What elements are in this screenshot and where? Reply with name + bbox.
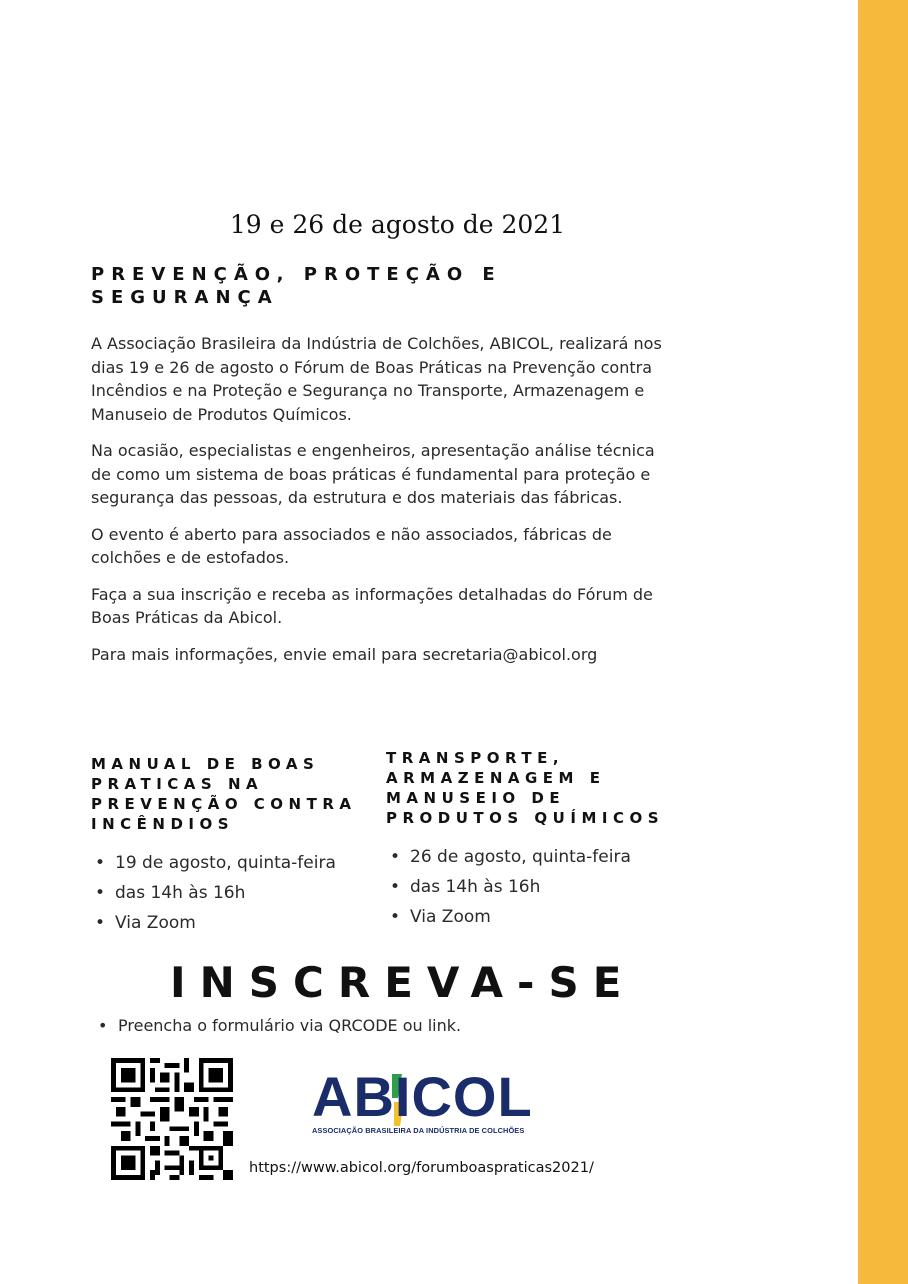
- side-accent-bar: [858, 0, 908, 1284]
- event-date: 19 e 26 de agosto de 2021: [229, 210, 566, 239]
- session-title: TRANSPORTE, ARMAZENAGEM E MANUSEIO DE PRODUTOS QUÍMICOS: [386, 749, 665, 827]
- description: [91, 332, 676, 679]
- session-date: • 26 de agosto, quinta-feira: [386, 846, 686, 868]
- logo-tagline: ASSOCIAÇÃO BRASILEIRA DA INDÚSTRIA DE COLCHÕES: [312, 1126, 525, 1135]
- signup-link[interactable]: https://www.abicol.org/forumboaspraticas2021/: [249, 1160, 594, 1176]
- session-details: [91, 852, 381, 934]
- paragraph: Na ocasião, especialistas e engenheiros, apresentação análise técnica de como um sistema de boas práticas é fundamental para proteção e segurança das pessoas, da estrutura e dos materiais das fábricas.: [91, 441, 655, 507]
- session-details: [386, 846, 686, 928]
- session-chemicals: [386, 748, 686, 936]
- signup-heading: INSCREVA-SE: [170, 958, 636, 1007]
- session-time: • das 14h às 16h: [386, 876, 686, 898]
- paragraph: A Associação Brasileira da Indústria de Colchões, ABICOL, realizará nos dias 19 e 26 de agosto o Fórum de Boas Práticas na Prevenção contra Incêndios e na Proteção e Segurança no Transporte, Armazenagem e Manuseio de Produtos Químicos.: [91, 334, 662, 424]
- session-platform: • Via Zoom: [386, 906, 686, 928]
- session-platform: • Via Zoom: [91, 912, 381, 934]
- page-title: PREVENÇÃO, PROTEÇÃO E SEGURANÇA: [91, 264, 502, 308]
- contact-paragraph: Para mais informações, envie email para secretaria@abicol.org: [91, 644, 598, 664]
- paragraph: Faça a sua inscrição e receba as informações detalhadas do Fórum de Boas Práticas da Abicol.: [91, 584, 653, 627]
- signup-instruction: • Preencha o formulário via QRCODE ou link.: [96, 1016, 461, 1035]
- abicol-logo: [312, 1065, 552, 1135]
- paragraph: O evento é aberto para associados e não associados, fábricas de colchões e de estofados.: [91, 524, 612, 567]
- logo-wordmark: ABICOL: [312, 1065, 533, 1128]
- session-time: • das 14h às 16h: [91, 882, 381, 904]
- session-fire-prevention: [91, 754, 381, 942]
- session-title: MANUAL DE BOAS PRATICAS NA PREVENÇÃO CONTRA INCÊNDIOS: [91, 755, 357, 833]
- session-date: • 19 de agosto, quinta-feira: [91, 852, 381, 874]
- qr-code-icon[interactable]: [111, 1058, 233, 1180]
